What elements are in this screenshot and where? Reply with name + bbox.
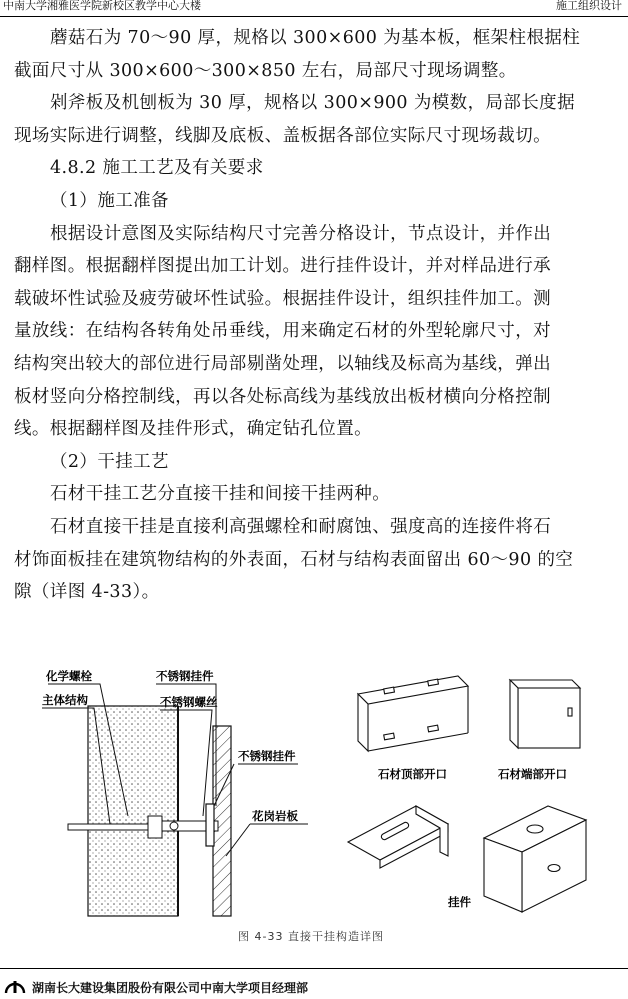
text-line: 翻样图。根据翻样图提出加工计划。进行挂件设计，并对样品进行承 [14,256,551,277]
text-line: 线。根据翻样图及挂件形式，确定钻孔位置。 [14,419,372,440]
stone-top-slot-drawing [358,676,468,751]
text-line: 石材干挂工艺分直接干挂和间接干挂两种。 [50,484,391,505]
label-granite: 花岗岩板 [252,809,298,823]
label-ss-bolt: 不锈钢螺丝 [160,695,218,709]
header-project-title: 中南大学湘雅医学院新校区教学中心大楼 [3,0,201,12]
text-line: 现场实际进行调整，线脚及底板、盖板据各部位实际尺寸现场裁切。 [14,125,551,146]
text-line: 蘑菇石为 70～90 厚，规格以 300×600 为基本板，框架柱根据柱 [50,28,581,48]
stone-end-slot-drawing [510,680,580,748]
text-line: 载破坏性试验及疲劳破坏性试验。根据挂件设计，组织挂件加工。测 [14,288,551,309]
text-line: 材饰面板挂在建筑物结构的外表面，石材与结构表面留出 60～90 的空 [14,549,574,570]
page-footer [0,968,628,999]
hanger-piece-1 [348,806,448,868]
body-text [14,22,619,609]
label-end-slot: 石材端部开口 [498,767,567,781]
footer-company-name: 湖南长大建设集团股份有限公司中南大学项目经理部 [32,981,309,995]
label-top-slot: 石材顶部开口 [378,767,447,781]
text-line: 板材竖向分格控制线，再以各处标高线为基线放出板材横向分格控制 [14,386,551,407]
text-line: 石材直接干挂是直接利高强螺栓和耐腐蚀、强度高的连接件将石 [50,516,552,537]
figure-caption: 图 4-33 直接干挂构造详图 [238,930,384,943]
main-structure-wall [88,706,178,916]
text-line: 剁斧板及机刨板为 30 厚，规格以 300×900 为模数，局部长度据 [50,93,575,114]
label-ss-hanger-top: 不锈钢挂件 [156,669,214,683]
construction-detail-figure [28,656,608,956]
page-header [0,0,628,17]
label-main-structure: 主体结构 [42,693,88,707]
text-line: 4.8.2 施工工艺及有关要求 [50,158,264,179]
detail-drawing [28,656,608,926]
label-hanger: 挂件 [448,895,471,909]
text-line: 量放线：在结构各转角处吊垂线，用来确定石材的外型轮廓尺寸，对 [14,321,551,342]
label-ss-hanger-mid: 不锈钢挂件 [238,749,296,763]
text-line: 隙（详图 4-33）。 [14,582,160,603]
label-chemical-bolt: 化学螺栓 [46,669,92,683]
company-logo-icon [4,975,26,995]
text-line: （2）干挂工艺 [50,451,169,472]
text-line: 根据设计意图及实际结构尺寸完善分格设计，节点设计，并作出 [50,223,552,244]
hanger-piece-2 [484,806,586,912]
text-line: 结构突出较大的部位进行局部剔凿处理，以轴线及标高为基线，弹出 [14,353,551,374]
text-line: （1）施工准备 [50,190,169,211]
text-line: 截面尺寸从 300×600～300×850 左右，局部尺寸现场调整。 [14,60,517,81]
header-doc-type: 施工组织设计 [556,0,622,12]
